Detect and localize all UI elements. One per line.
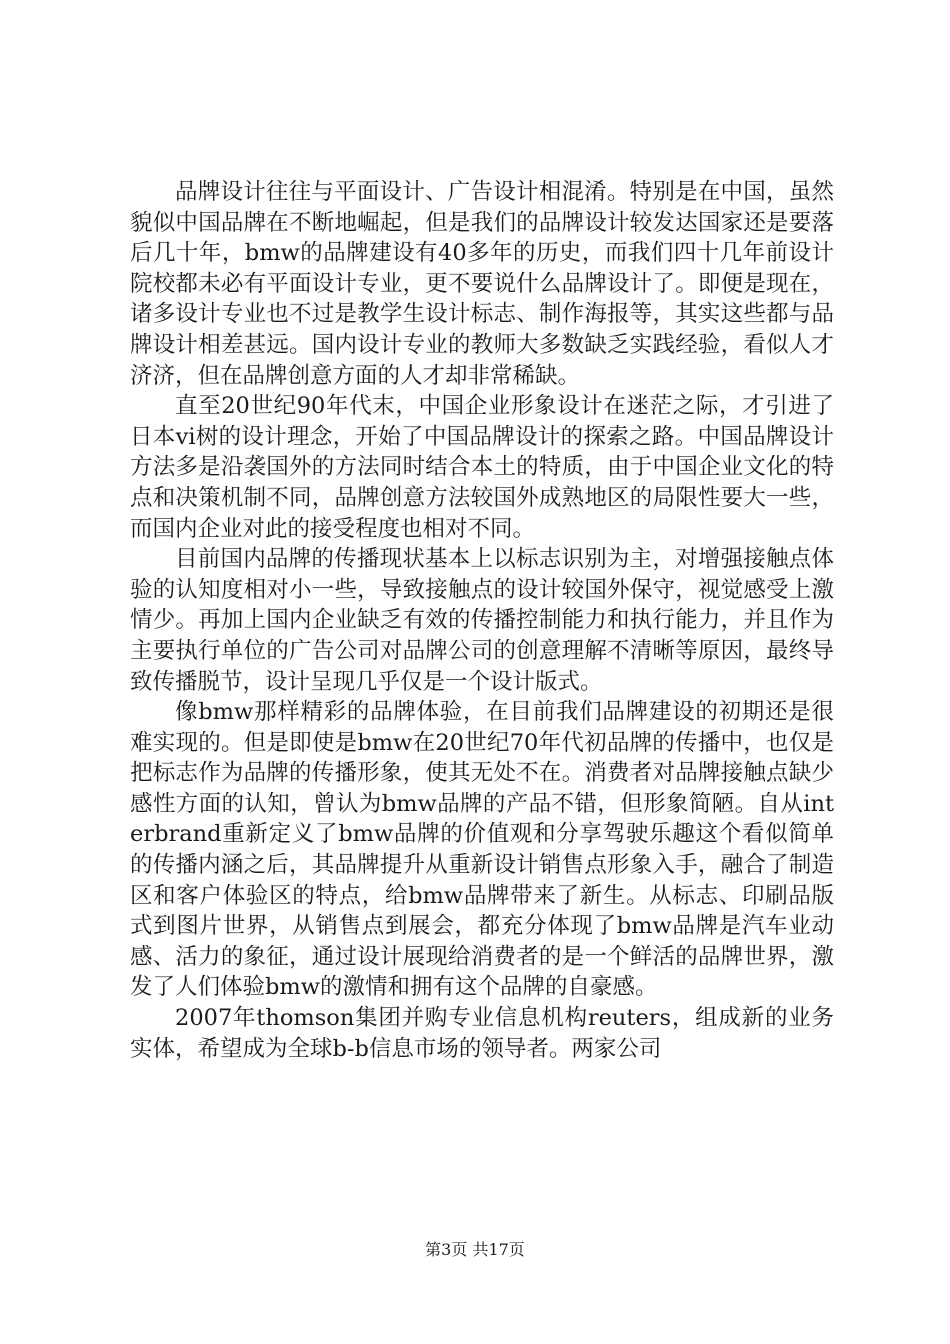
paragraph: 品牌设计往往与平面设计、广告设计相混淆。特别是在中国，虽然貌似中国品牌在不断地崛起，但是我们的品牌设计较发达国家还是要落后几十年，bmw的品牌建设有40多年的历史，而我们四十几年前设计院校都未必有平面设计专业，更不要说什么品牌设计了。即便是现在，诸多设计专业也不过是教学生设计标志、制作海报等，其实这些都与品牌设计相差甚远。国内设计专业的教师大多数缺乏实践经验，看似人才济济，但在品牌创意方面的人才却非常稀缺。 (130, 179, 834, 389)
paragraph: 2007年thomson集团并购专业信息机构reuters，组成新的业务实体，希望成为全球b-b信息市场的领导者。两家公司 (130, 1005, 834, 1062)
paragraph: 直至20世纪90年代末，中国企业形象设计在迷茫之际，才引进了日本vi树的设计理念，开始了中国品牌设计的探索之路。中国品牌设计方法多是沿袭国外的方法同时结合本土的特质，由于中国企业文化的特点和决策机制不同，品牌创意方法较国外成熟地区的局限性要大一些，而国内企业对此的接受程度也相对不同。 (130, 393, 834, 542)
page-footer: 第3页 共17页 (425, 1240, 525, 1259)
paragraph: 像bmw那样精彩的品牌体验，在目前我们品牌建设的初期还是很难实现的。但是即使是bmw在20世纪70年代初品牌的传播中，也仅是把标志作为品牌的传播形象，使其无处不在。消费者对品牌接触点缺少感性方面的认知，曾认为bmw品牌的产品不错，但形象简陋。自从interbrand重新定义了bmw品牌的价值观和分享驾驶乐趣这个看似简单的传播内涵之后，其品牌提升从重新设计销售点形象入手，融合了制造区和客户体验区的特点，给bmw品牌带来了新生。从标志、印刷品版式到图片世界，从销售点到展会，都充分体现了bmw品牌是汽车业动感、活力的象征，通过设计展现给消费者的是一个鲜活的品牌世界，激发了人们体验bmw的激情和拥有这个品牌的自豪感。 (130, 699, 834, 1001)
paragraph: 目前国内品牌的传播现状基本上以标志识别为主，对增强接触点体验的认知度相对小一些，导致接触点的设计较国外保守，视觉感受上激情少。再加上国内企业缺乏有效的传播控制能力和执行能力，并且作为主要执行单位的广告公司对品牌公司的创意理解不清晰等原因，最终导致传播脱节，设计呈现几乎仅是一个设计版式。 (130, 546, 834, 695)
body-text (130, 177, 834, 1064)
